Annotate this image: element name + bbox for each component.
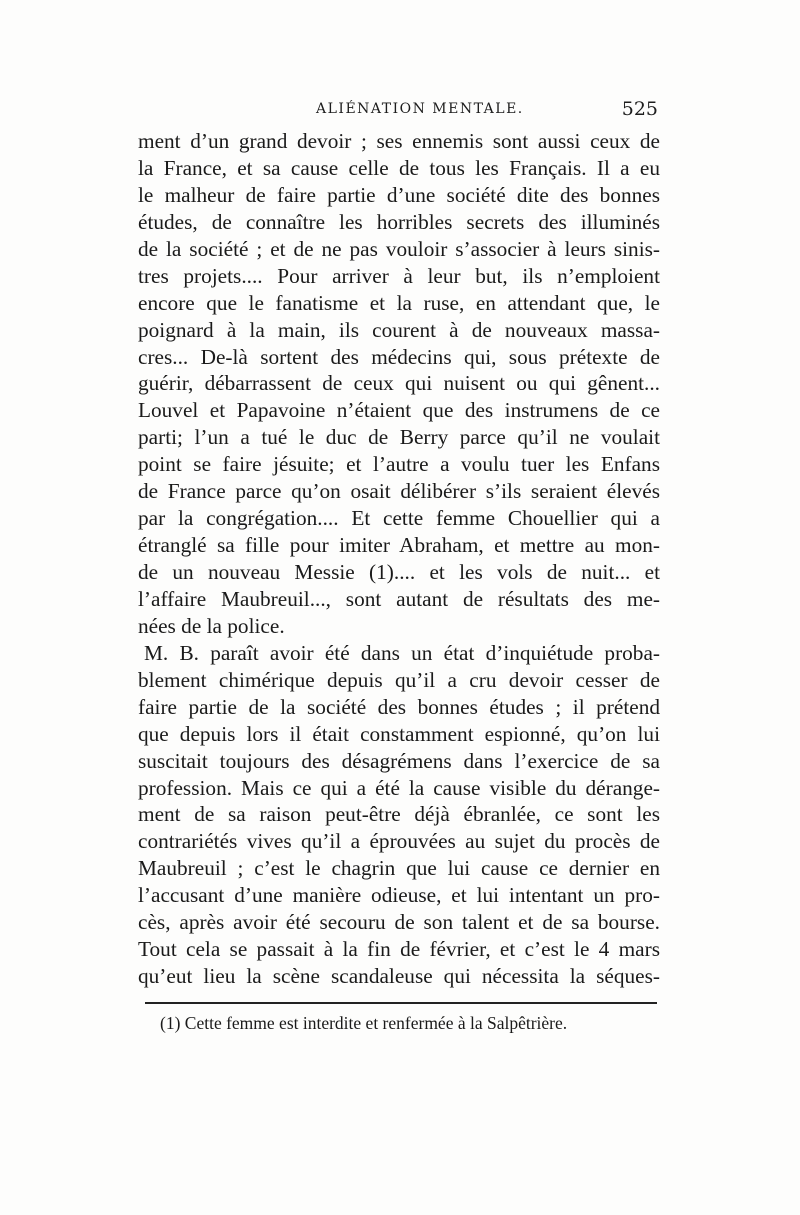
- text-line: contrariétés vives qu’il a éprouvées au sujet du procès de: [138, 829, 660, 854]
- text-line: que depuis lors il était constamment espionné, qu’on lui: [138, 721, 660, 746]
- text-line: ment de sa raison peut-être déjà ébranlée, ce sont les: [138, 802, 660, 827]
- text-line: point se faire jésuite; et l’autre a voulu tuer les Enfans: [138, 452, 660, 477]
- text-line: par la congrégation.... Et cette femme Chouellier qui a: [138, 506, 660, 531]
- text-line: Maubreuil ; c’est le chagrin que lui cause ce dernier en: [138, 856, 660, 881]
- text-line: suscitait toujours des désagrémens dans l’exercice de sa: [138, 748, 660, 773]
- text-line: la France, et sa cause celle de tous les Français. Il a eu: [138, 155, 660, 180]
- running-title: ALIÉNATION MENTALE.: [316, 101, 524, 117]
- text-line: cres... De-là sortent des médecins qui, sous prétexte de: [138, 344, 660, 369]
- text-line: l’accusant d’une manière odieuse, et lui intentant un pro-: [138, 883, 660, 908]
- text-line: qu’eut lieu la scène scandaleuse qui nécessita la séques-: [138, 964, 660, 989]
- text-line: études, de connaître les horribles secrets des illuminés: [138, 209, 660, 234]
- text-line: guérir, débarrassent de ceux qui nuisent ou qui gênent...: [138, 371, 660, 396]
- text-line: nées de la police.: [138, 613, 285, 638]
- text-line: tres projets.... Pour arriver à leur but, ils n’emploient: [138, 263, 660, 288]
- body-text: [138, 128, 660, 990]
- text-line: le malheur de faire partie d’une société dite des bonnes: [138, 182, 660, 207]
- text-line: M. B. paraît avoir été dans un état d’inquiétude proba-: [144, 640, 660, 665]
- footnote-rule: [145, 1002, 657, 1004]
- text-line: faire partie de la société des bonnes études ; il prétend: [138, 694, 660, 719]
- text-line: poignard à la main, ils courent à de nouveaux massa-: [138, 317, 660, 342]
- text-line: Louvel et Papavoine n’étaient que des instrumens de ce: [138, 398, 660, 423]
- text-line: de la société ; et de ne pas vouloir s’associer à leurs sinis-: [138, 236, 660, 261]
- text-line: de France parce qu’on osait délibérer s’ils seraient élevés: [138, 479, 660, 504]
- footnote: (1) Cette femme est interdite et renfermée à la Salpêtrière.: [160, 1013, 568, 1033]
- text-line: l’affaire Maubreuil..., sont autant de résultats des me-: [138, 586, 660, 611]
- text-line: de un nouveau Messie (1).... et les vols de nuit... et: [138, 560, 660, 584]
- text-line: ment d’un grand devoir ; ses ennemis sont aussi ceux de: [138, 129, 660, 153]
- text-line: Tout cela se passait à la fin de février, et c’est le 4 mars: [138, 937, 660, 962]
- text-line: blement chimérique depuis qu’il a cru devoir cesser de: [138, 667, 660, 692]
- text-line: étranglé sa fille pour imiter Abraham, et mettre au mon-: [138, 533, 660, 558]
- text-line: encore que le fanatisme et la ruse, en attendant que, le: [138, 290, 660, 315]
- text-line: profession. Mais ce qui a été la cause visible du dérange-: [138, 775, 660, 800]
- page-number: 525: [621, 98, 658, 120]
- text-line: cès, après avoir été secouru de son talent et de sa bourse.: [138, 910, 660, 935]
- page-header: [138, 98, 658, 124]
- text-line: parti; l’un a tué le duc de Berry parce qu’il ne voulait: [138, 425, 660, 450]
